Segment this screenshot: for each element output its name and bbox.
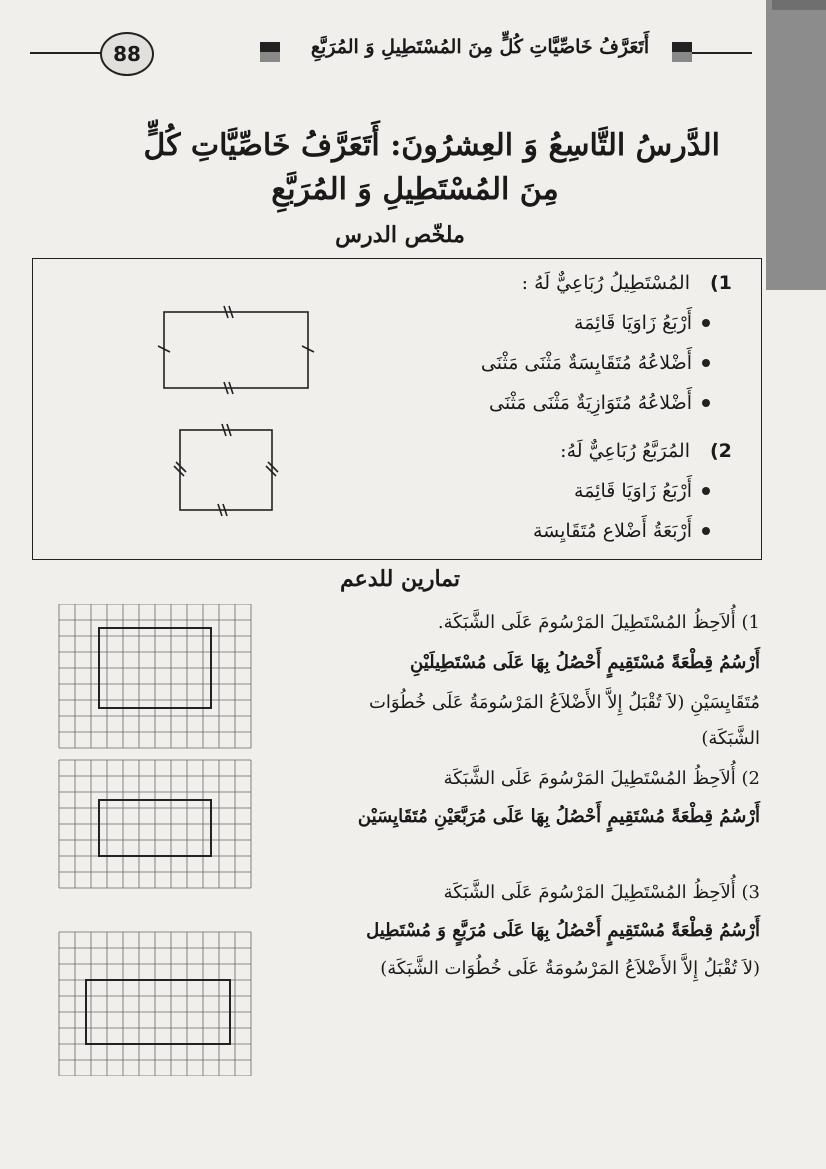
summary-item1-title: المُسْتَطِيلُ رُبَاعِيٌّ لَهُ : bbox=[521, 272, 690, 294]
header-square bbox=[260, 52, 270, 62]
side-strip bbox=[766, 0, 826, 290]
ex3-constraint: (لاَ تُقْبَلُ إِلاَّ الأَضْلاَعُ المَرْسُومَةُ عَلَى خُطُوَات الشَّبَكَة) bbox=[380, 958, 760, 979]
grid-exercise1 bbox=[59, 604, 251, 748]
header-title: أَتَعَرَّفُ خَاصِّيَّاتِ كُلٍّ مِنَ المُسْتَطِيلِ وَ المُرَبَّعِ bbox=[310, 36, 650, 58]
header-square bbox=[260, 42, 270, 52]
bullet-dot bbox=[702, 527, 710, 535]
ex3-instruction: 3) أُلاَحِظُ المُسْتَطِيلَ المَرْسُومَ عَلَى الشَّبَكَة bbox=[443, 882, 760, 903]
bullet-dot bbox=[702, 319, 710, 327]
side-strip-top bbox=[772, 0, 826, 10]
summary-item2-number: (2 bbox=[710, 440, 732, 462]
summary-item2-bullet: أَرْبَعُ زَاوَيَا قَائِمَة bbox=[420, 480, 710, 502]
grid-exercise3 bbox=[59, 932, 251, 1076]
header-square bbox=[270, 52, 280, 62]
header-square bbox=[270, 42, 280, 52]
bullet-dot bbox=[702, 359, 710, 367]
lesson-title-line1: الدَّرسُ التَّاسِعُ وَ العِشرُونَ: أَتَعَرَّفُ خَاصِّيَّاتِ كُلٍّ bbox=[143, 128, 720, 163]
exercise-grids bbox=[55, 604, 255, 1076]
header-rule-right bbox=[692, 52, 752, 54]
page-number: 88 bbox=[100, 32, 154, 76]
bullet-dot bbox=[702, 487, 710, 495]
ex1-constraint-end: الشَّبَكَة) bbox=[701, 728, 760, 749]
lesson-title-line2: مِنَ المُسْتَطِيلِ وَ المُرَبَّعِ bbox=[271, 172, 559, 207]
summary-item1-number: (1 bbox=[710, 272, 732, 294]
shapes-figure bbox=[140, 300, 320, 530]
ex1-constraint: مُتَقَايِسَيْنِ (لاَ تُقْبَلُ إِلاَّ الأَضْلاَعُ المَرْسُومَةُ عَلَى خُطُوَات bbox=[368, 692, 760, 713]
summary-item2-title: المُرَبَّعُ رُبَاعِيٌّ لَهُ: bbox=[560, 440, 690, 462]
square-figure bbox=[174, 424, 278, 516]
rectangle-figure bbox=[158, 306, 314, 394]
header-rule-left bbox=[30, 52, 102, 54]
summary-item1-bullet: أَضْلاعُهُ مُتَوَازِيَةٌ مَثْنَى مَثْنَى bbox=[420, 392, 710, 414]
summary-item1-bullet: أَضْلاعُهُ مُتَقَايِسَةٌ مَثْنَى مَثْنَى bbox=[420, 352, 710, 374]
ex1-instruction: 1) أُلاَحِظُ المُسْتَطِيلَ المَرْسُومَ عَلَى الشَّبَكَة. bbox=[437, 612, 760, 633]
header-square bbox=[682, 42, 692, 52]
summary-item1-bullet: أَرْبَعُ زَاوَيَا قَائِمَة bbox=[420, 312, 710, 334]
header-square bbox=[672, 42, 682, 52]
ex2-task: أَرْسُمُ قِطْعَةً مُسْتَقِيمٍ أَحْصُلُ بِهَا عَلَى مُرَبَّعَيْنِ مُتَقَايِسَيْن bbox=[357, 806, 760, 827]
summary-heading: ملخّص الدرس bbox=[335, 222, 465, 248]
ex3-task: أَرْسُمُ قِطْعَةً مُسْتَقِيمٍ أَحْصُلُ بِهَا عَلَى مُرَبَّعٍ وَ مُسْتَطِيل bbox=[366, 920, 760, 941]
bullet-dot bbox=[702, 399, 710, 407]
exercises-heading: تمارين للدعم bbox=[339, 566, 460, 592]
grid-exercise2 bbox=[59, 760, 251, 888]
header-square bbox=[672, 52, 682, 62]
header-square bbox=[682, 52, 692, 62]
ex2-instruction: 2) أُلاَحِظُ المُسْتَطِيلَ المَرْسُومَ عَلَى الشَّبَكَة bbox=[443, 768, 760, 789]
ex1-task: أَرْسُمُ قِطْعَةً مُسْتَقِيمٍ أَحْصُلُ بِهَا عَلَى مُسْتَطِيلَيْنِ bbox=[410, 652, 760, 673]
summary-item2-bullet: أَرْبَعَةُ أَضْلاع مُتَقَايِسَة bbox=[420, 520, 710, 542]
